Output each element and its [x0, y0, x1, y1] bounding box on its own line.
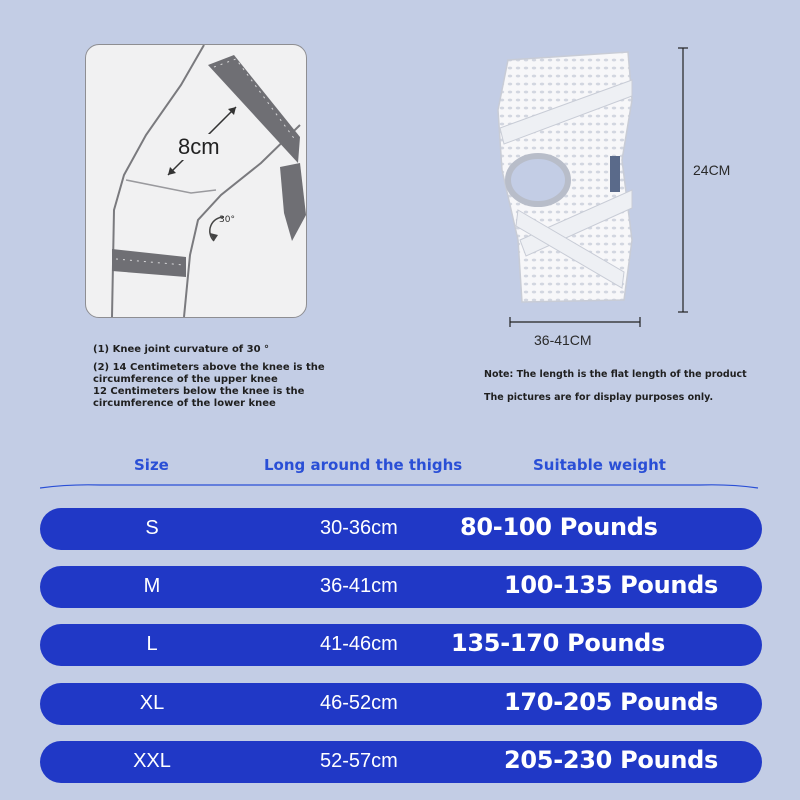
thigh-range-cell: 46-52cm	[320, 692, 398, 714]
thigh-range-cell: 36-41cm	[320, 575, 398, 597]
weight-cell: 205-230 Pounds	[504, 746, 719, 774]
size-table-header	[40, 452, 760, 492]
note-display-purposes: The pictures are for display purposes only.	[484, 392, 714, 403]
size-cell: S	[145, 517, 159, 539]
weight-cell: 135-170 Pounds	[451, 629, 666, 657]
note-flat-length: Note: The length is the flat length of the product	[484, 369, 747, 380]
knee-brace-image	[490, 40, 760, 360]
size-row-l	[40, 624, 762, 666]
size-row-s	[40, 508, 762, 550]
width-label: 36-41CM	[534, 332, 592, 348]
weight-cell: 170-205 Pounds	[504, 688, 719, 716]
size-row-m	[40, 566, 762, 608]
size-cell: L	[146, 633, 158, 655]
header-weight: Suitable weight	[533, 456, 666, 474]
weight-cell: 100-135 Pounds	[504, 571, 719, 599]
header-size: Size	[134, 456, 169, 474]
size-row-xl	[40, 683, 762, 725]
note-lower-knee: 12 Centimeters below the knee is the circumference of the lower knee	[93, 386, 305, 409]
thigh-range-cell: 52-57cm	[320, 750, 398, 772]
measurement-notes	[93, 344, 343, 410]
angle-label: 30°	[219, 215, 235, 225]
distance-label: 8cm	[178, 134, 220, 159]
size-cell: XL	[139, 692, 165, 714]
knee-measurement-illustration	[85, 44, 307, 318]
size-row-xxl	[40, 741, 762, 783]
thigh-range-cell: 41-46cm	[320, 633, 398, 655]
height-label: 24CM	[693, 162, 731, 178]
thigh-range-cell: 30-36cm	[320, 517, 398, 539]
note-curvature: (1) Knee joint curvature of 30 °	[93, 344, 270, 355]
size-cell: M	[143, 575, 161, 597]
size-cell: XXL	[133, 750, 171, 772]
note-upper-knee: (2) 14 Centimeters above the knee is the circumference of the upper knee	[93, 362, 325, 385]
weight-cell: 80-100 Pounds	[460, 513, 658, 541]
header-thigh: Long around the thighs	[264, 456, 463, 474]
